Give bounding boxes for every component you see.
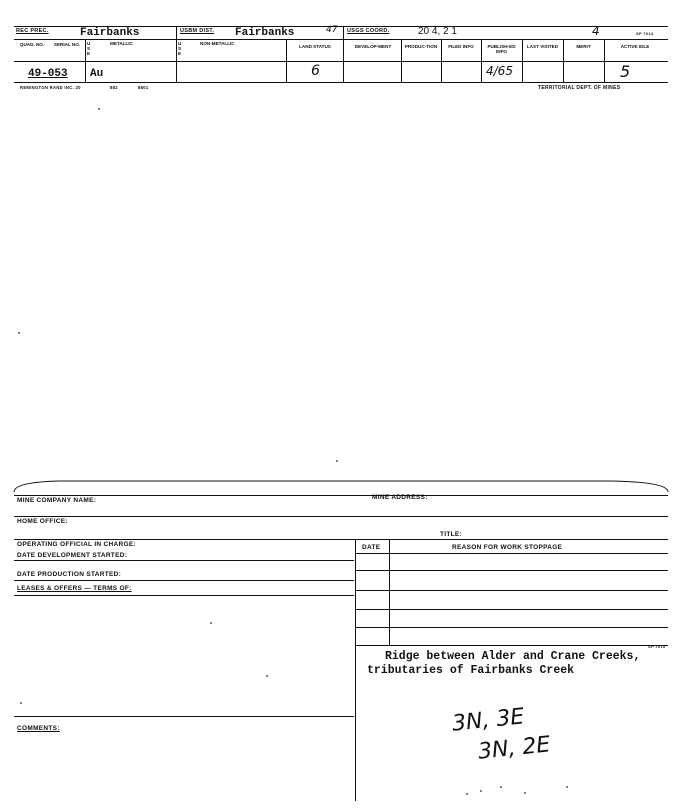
- non-metallic-header: NON-METALLIC: [200, 41, 235, 46]
- home-office-label: HOME OFFICE:: [17, 518, 68, 525]
- active-idle-value: 5: [620, 62, 631, 81]
- active-idle-header: ACTIVE IDLE: [620, 44, 650, 49]
- rec-prec-value: Fairbanks: [80, 27, 140, 39]
- scan-speck: [98, 108, 100, 110]
- scan-speck: [466, 793, 468, 795]
- comments-label: COMMENTS:: [17, 725, 60, 732]
- use-nonmetallic-header: U S E: [178, 41, 182, 56]
- handwritten-line2: 3N, 2E: [476, 732, 552, 765]
- form-number-bottom: SP 7015: [648, 644, 666, 649]
- usgs-coord-label: USGS COORD.: [347, 28, 390, 34]
- date-header: DATE: [362, 544, 381, 551]
- quad-serial-value: 49-053: [28, 68, 68, 80]
- usbm-dist-value: Fairbanks: [235, 27, 295, 39]
- mine-address-label: MINE ADDRESS:: [372, 494, 428, 501]
- location-note-line2: tributaries of Fairbanks Creek: [367, 664, 575, 677]
- usgs-coord-value: 20 4, 2 1: [418, 26, 457, 37]
- usbm-dist-label: USBM DIST.: [180, 28, 215, 34]
- footer-right: TERRITORIAL DEPT. OF MINES: [538, 85, 621, 91]
- serial-no-header: SERIAL NO.: [53, 42, 81, 47]
- rec-prec-label: REC PREC.: [16, 28, 49, 34]
- land-status-value: 6: [311, 63, 320, 79]
- quad-no-header: QUAD. NO.: [19, 42, 45, 47]
- date-production-label: DATE PRODUCTION STARTED:: [17, 571, 122, 578]
- use-metallic-header: U S E: [87, 41, 91, 56]
- scan-speck: [524, 792, 526, 794]
- scan-speck: [18, 332, 20, 334]
- last-visited-header: LAST VISITED: [526, 44, 559, 49]
- metallic-value: Au: [90, 68, 104, 80]
- scan-speck: [500, 786, 502, 788]
- mine-company-name-label: MINE COMPANY NAME:: [17, 497, 97, 504]
- handwritten-line1: 3N, 3E: [450, 704, 526, 737]
- form-number-top: SP 7014: [636, 31, 654, 36]
- metallic-header: METALLIC: [110, 41, 133, 46]
- scan-speck: [336, 460, 338, 462]
- land-status-header: LAND STATUS: [299, 44, 331, 49]
- footer-code-1: 882: [110, 85, 118, 90]
- development-header: DEVELOP-MENT: [354, 44, 392, 49]
- scan-speck: [20, 702, 22, 704]
- scan-speck: [210, 622, 212, 624]
- operating-official-label: OPERATING OFFICIAL IN CHARGE:: [17, 541, 136, 548]
- usbm-mark: 47: [326, 25, 338, 35]
- corner-number: 4: [592, 24, 600, 38]
- leases-offers-label: LEASES & OFFERS — TERMS OF:: [17, 585, 132, 592]
- location-note-line1: Ridge between Alder and Crane Creeks,: [385, 650, 641, 663]
- reason-header: REASON FOR WORK STOPPAGE: [452, 544, 563, 551]
- production-header: PRODUC-TION: [404, 44, 438, 49]
- published-info-header: PUBLISH-ED INFO: [487, 44, 516, 54]
- footer-code-2: 8801: [138, 85, 149, 90]
- filed-info-header: FILED INFO: [448, 44, 474, 49]
- date-development-label: DATE DEVELOPMENT STARTED:: [17, 552, 128, 559]
- published-info-value: 4/65: [486, 64, 513, 78]
- scan-speck: [566, 786, 568, 788]
- card-edge-curve: [0, 476, 678, 496]
- footer-left: REMINGTON RAND INC. 20: [20, 85, 81, 90]
- scan-speck: [266, 675, 268, 677]
- scan-speck: [480, 790, 482, 792]
- title-label: TITLE:: [440, 531, 463, 538]
- merit-header: MERIT: [576, 44, 591, 49]
